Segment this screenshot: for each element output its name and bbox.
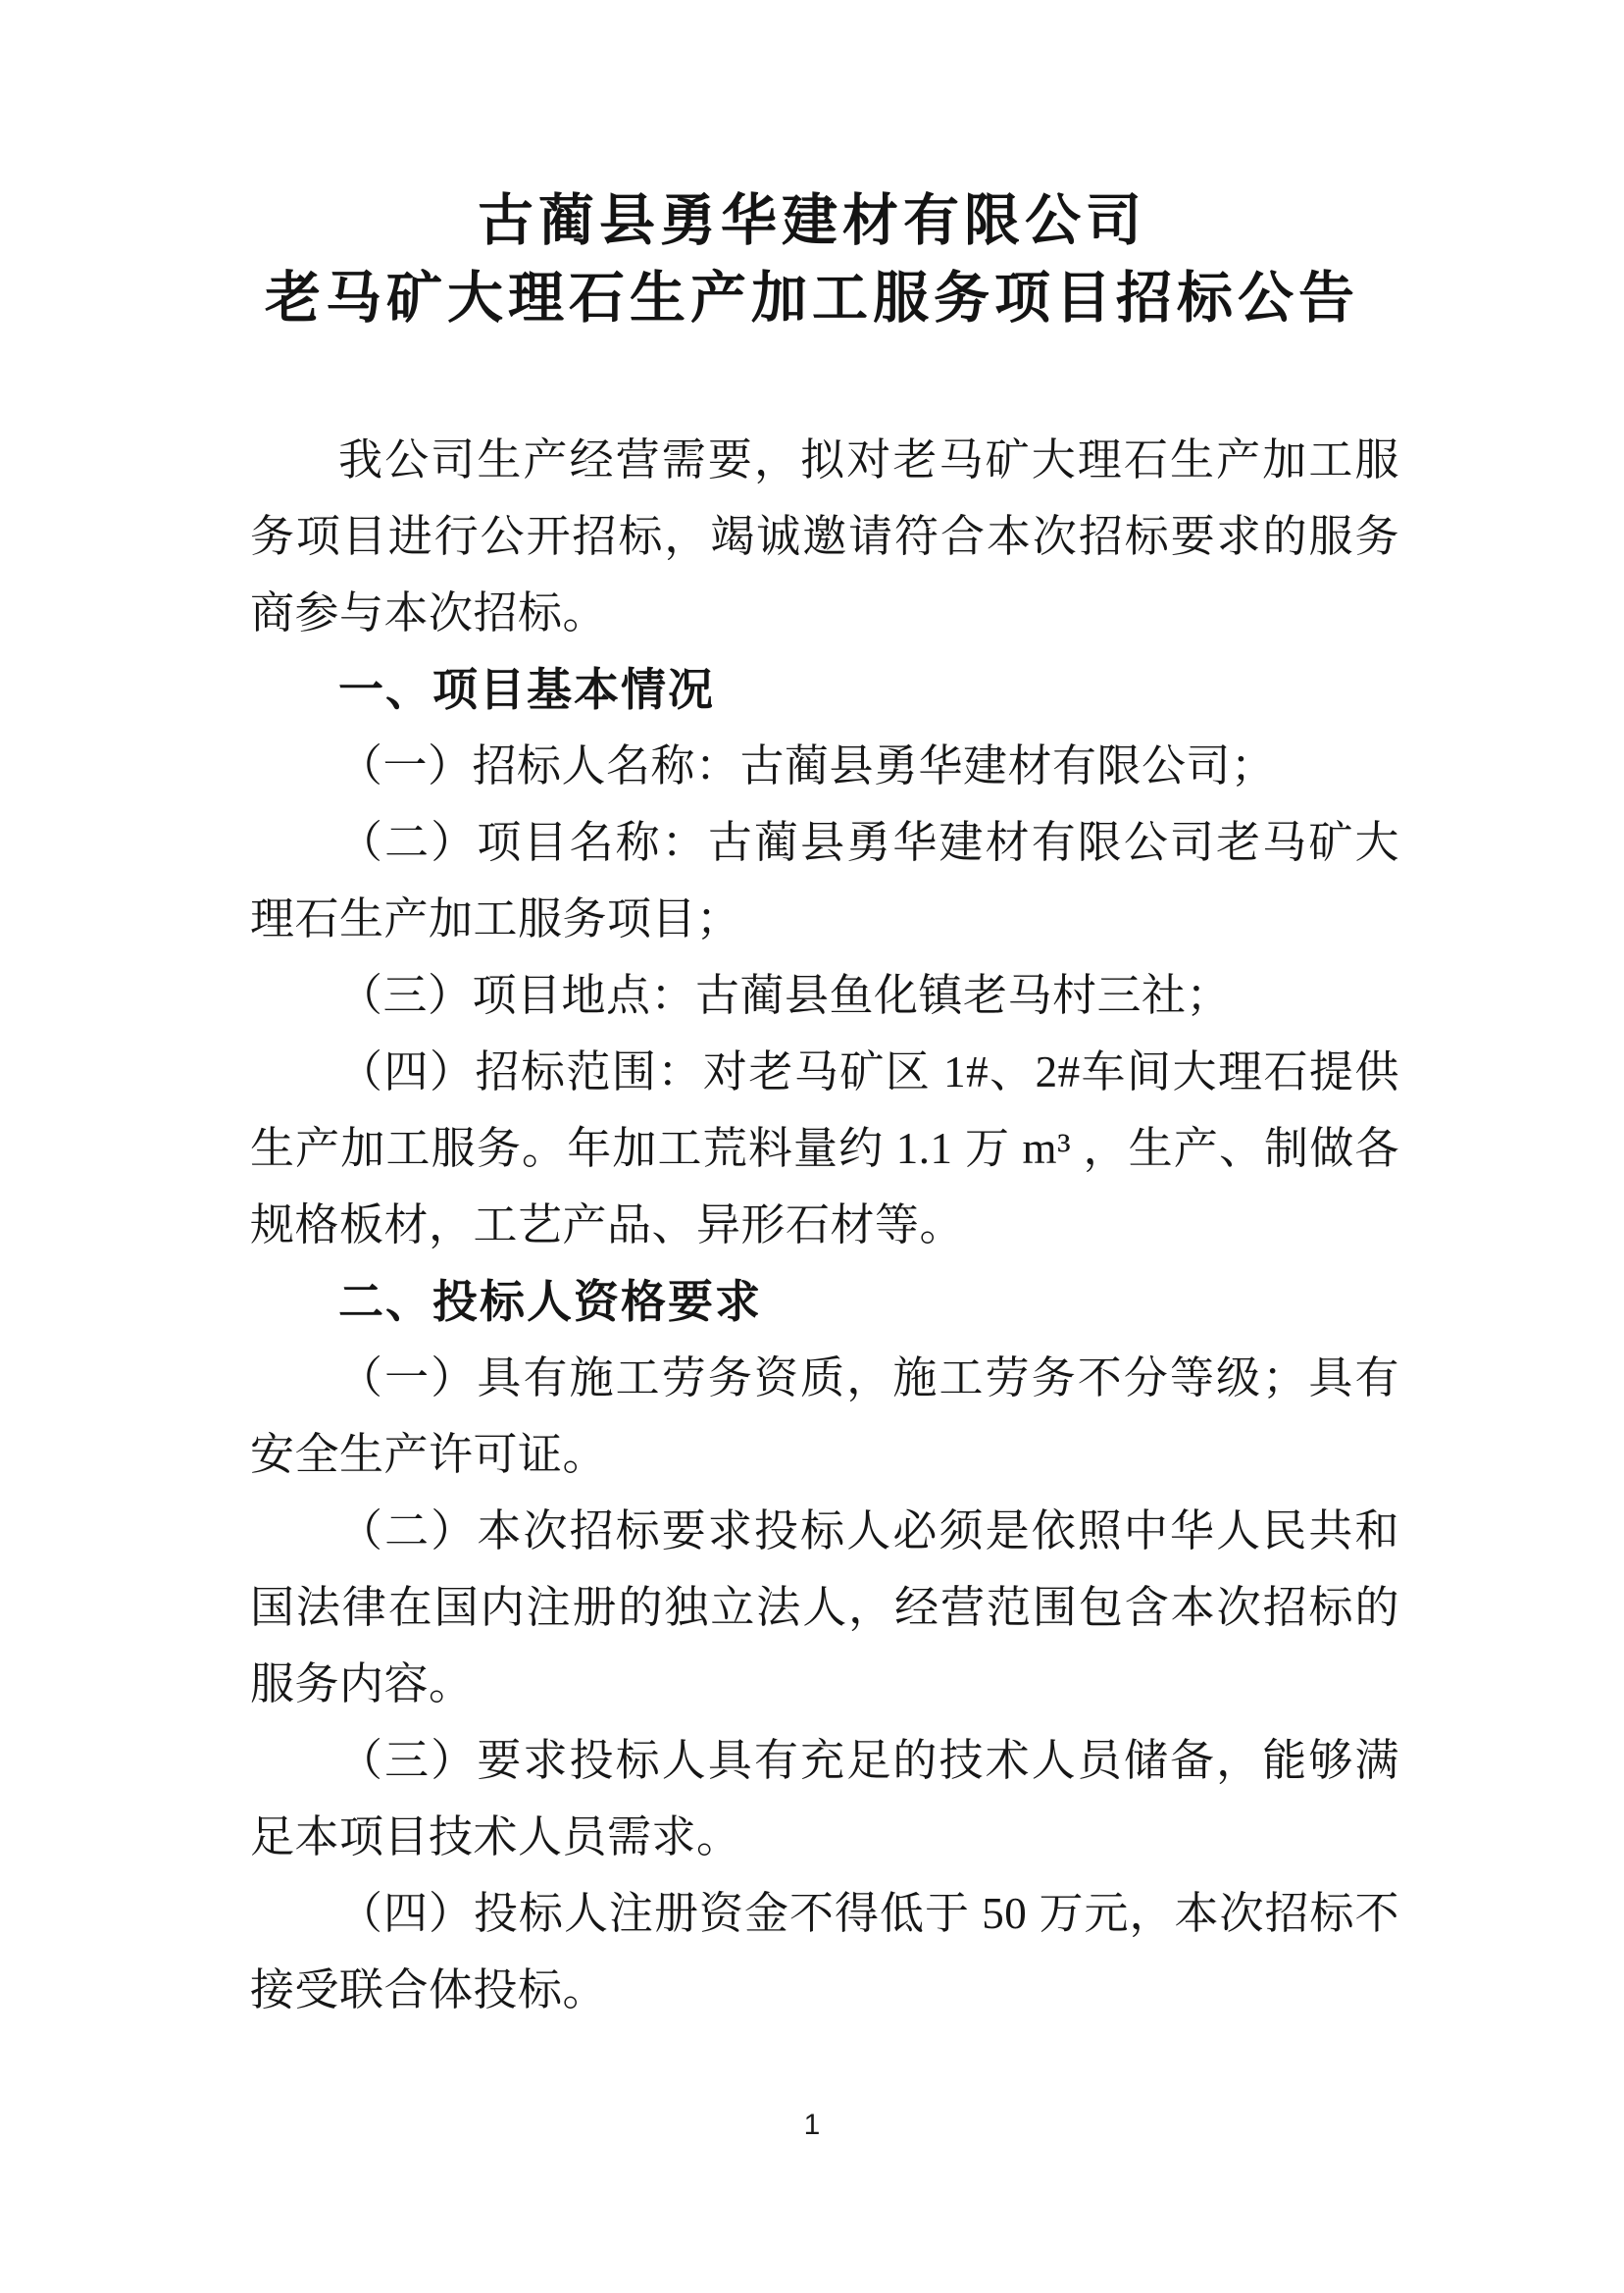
paragraph-qualification-1: （一）具有施工劳务资质，施工劳务不分等级；具有安全生产许可证。 (250, 1353, 1399, 1479)
paragraph-tenderer-name: （一）招标人名称：古蔺县勇华建材有限公司； (338, 741, 1276, 790)
page-footer (0, 2109, 1624, 2142)
paragraph-tender-scope: （四）招标范围：对老马矿区 1#、2#车间大理石提供生产加工服务。年加工荒料量约 1.1 万 m³ ，生产、制做各规格板材，工艺产品、异形石材等。 (250, 1047, 1399, 1249)
paragraph-qualification-3: （三）要求投标人具有充足的技术人员储备，能够满足本项目技术人员需求。 (250, 1736, 1399, 1861)
paragraph-project-location: （三）项目地点：古蔺县鱼化镇老马村三社； (338, 971, 1232, 1020)
page-number: 1 (803, 2109, 821, 2141)
paragraph-qualification-2: （二）本次招标要求投标人必须是依照中华人民共和国法律在国内注册的独立法人，经营范围包含本次招标的服务内容。 (250, 1506, 1399, 1708)
paragraph-project-name: （二）项目名称：古蔺县勇华建材有限公司老马矿大理石生产加工服务项目； (250, 818, 1399, 943)
section-heading-1: 一、项目基本情况 (338, 664, 715, 715)
paragraph-qualification-4: （四）投标人注册资金不得低于 50 万元，本次招标不接受联合体投标。 (250, 1889, 1399, 2014)
document-body (250, 422, 1399, 2028)
paragraph-intro: 我公司生产经营需要，拟对老马矿大理石生产加工服务项目进行公开招标，竭诚邀请符合本次招标要求的服务商参与本次招标。 (250, 435, 1399, 637)
document-title (0, 182, 1624, 337)
section-heading-2: 二、投标人资格要求 (338, 1276, 762, 1327)
title-line-1: 古蔺县勇华建材有限公司 (478, 189, 1146, 252)
title-line-2: 老马矿大理石生产加工服务项目招标公告 (265, 267, 1359, 330)
